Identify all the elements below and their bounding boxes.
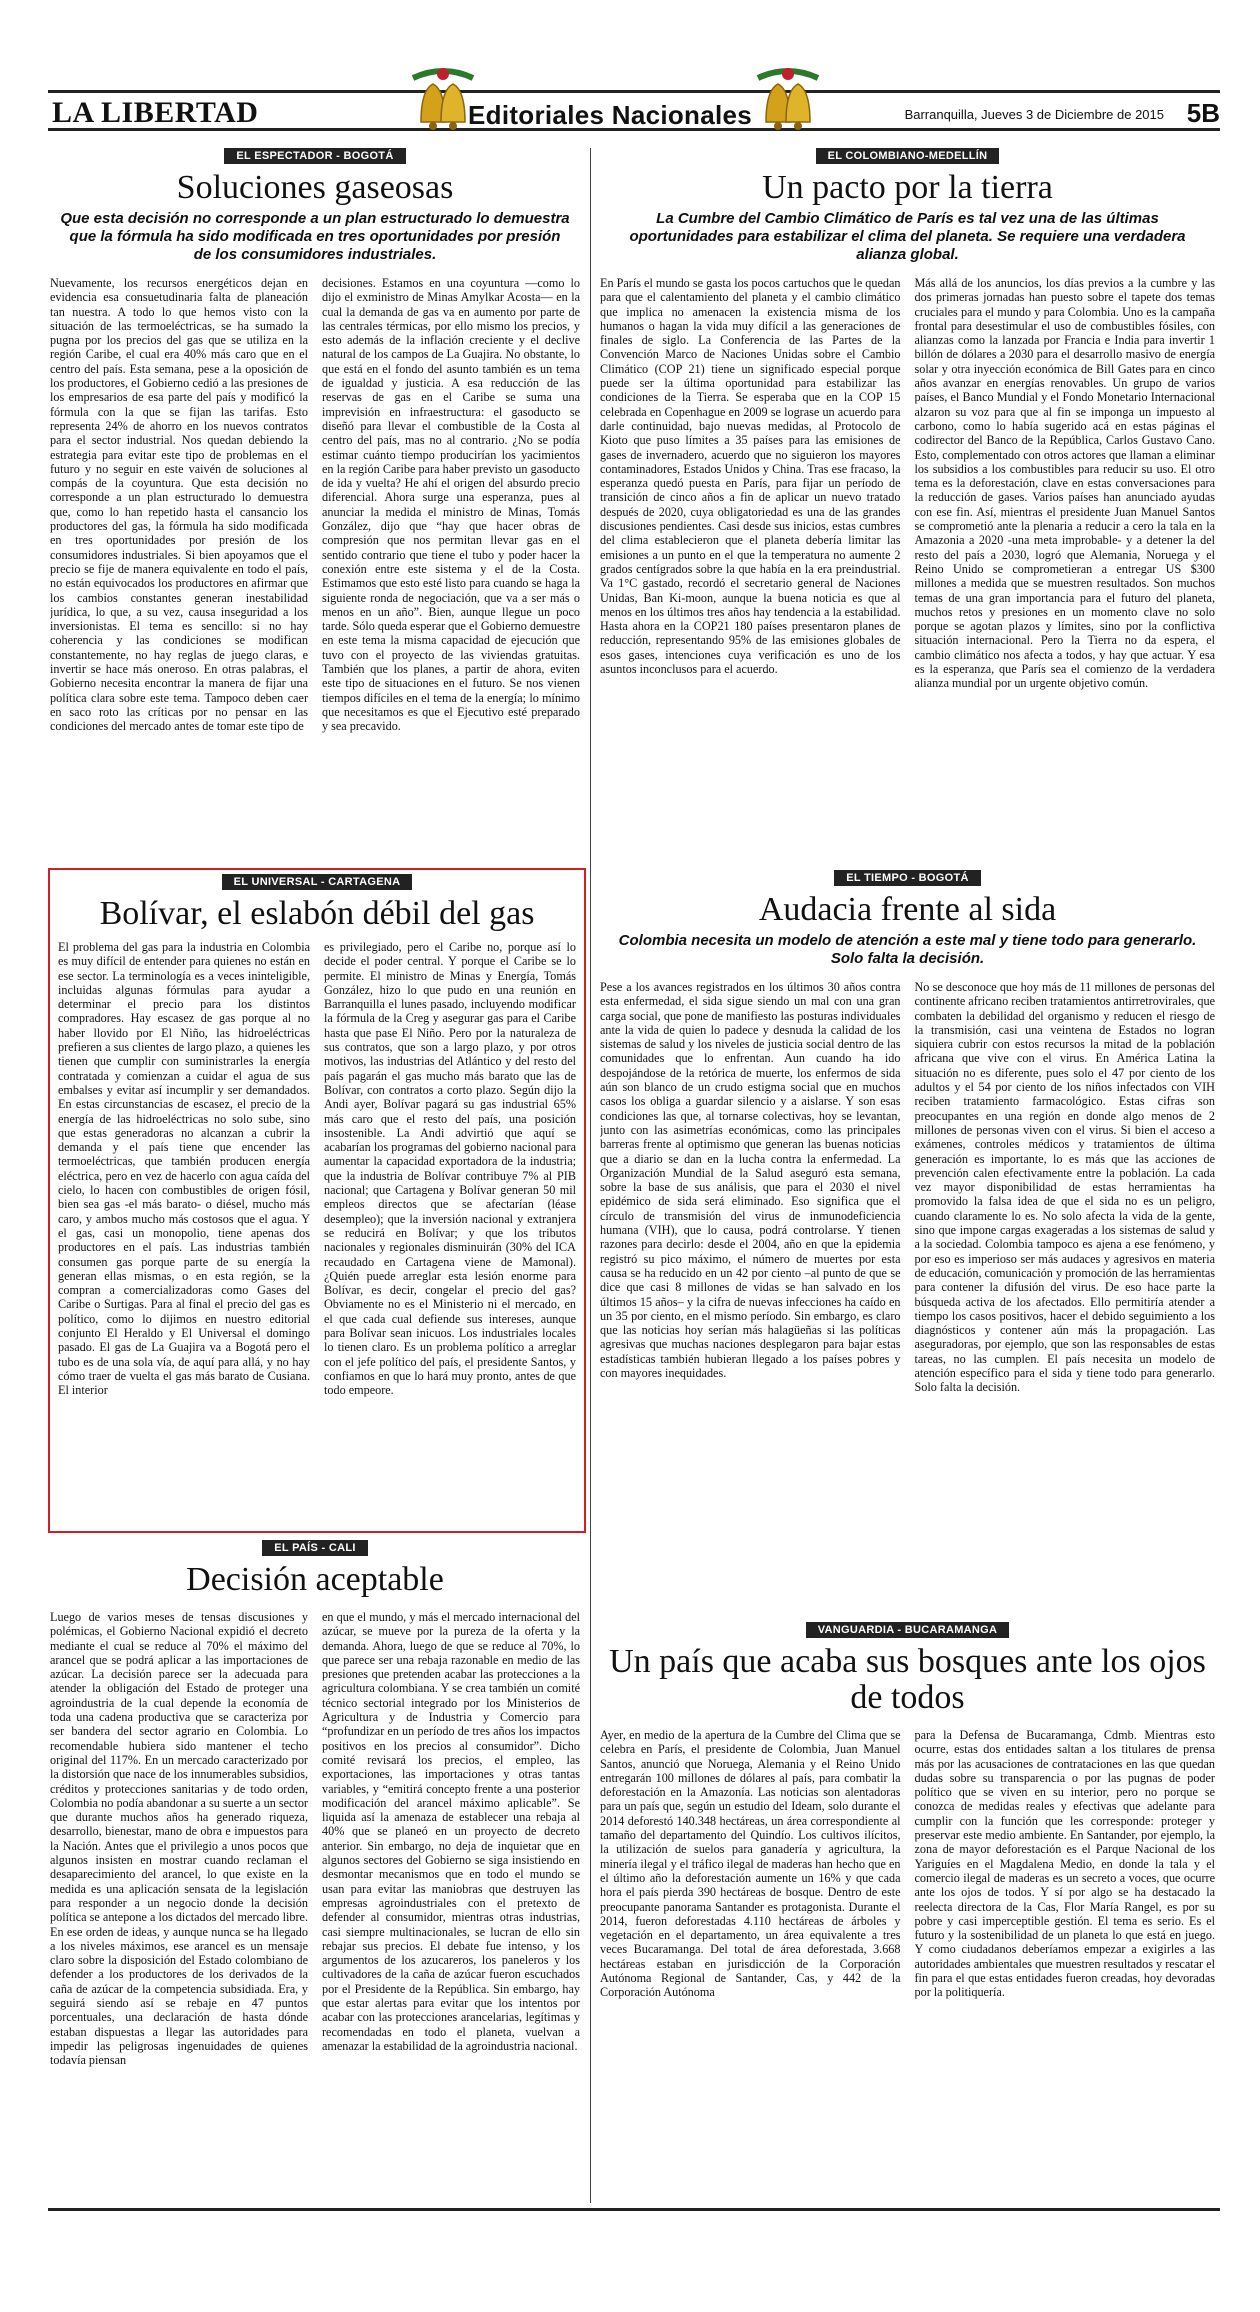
- article-body: [50, 276, 580, 856]
- newspaper-name: LA LIBERTAD: [52, 96, 259, 129]
- article-column: El problema del gas para la industria en Colombia es muy difícil de entender para quienes no están en ese sector. La terminología es a veces ininteligible, incluidas algunas fórmulas para ayudar a determinar el precio para los distintos compradores. Hay escasez de gas porque al no haber llovido por El Niño, las hidroeléctricas prefieren a sus clientes de largo plazo, a quienes les tienen que cumplir con suministrarles la energía contratada y comienzan a cuidar el agua de sus embalses y evitar así incumplir y ser demandados. En estas circunstancias de escasez, el precio de la energía de las hidroeléctricas no solo sube, sino que estas generadoras no alcanzan a cubrir la demanda y el país tiene que encender las termoeléctricas, que también producen energía eléctrica, pero en vez de hacerlo con agua caída del cielo, lo hacen con combustibles de origen fósil, bien sea gas -el más barato- o diésel, mucho más caro, y ambos mucho más costosos que el agua. Y el gas, casi un monopolio, tiene apenas dos productores en el país. Las industrias también consumen gas porque parte de su energía la generan ellas mismas, o en esta región, se la compran a comercializadoras como Gases del Caribe o Surtigas. Para al final el precio del gas es político, como lo dijimos en nuestro editorial conjunto El Heraldo y El Universal el domingo pasado. El gas de La Guajira va a Bogotá pero el tubo es de una sola vía, de aquí para allá, y no hay cómo traer de vuelta el gas más barato de Cusiana. El interior: [58, 940, 310, 1398]
- article-column: decisiones. Estamos en una coyuntura —como lo dijo el exministro de Minas Amylkar Acosta— en la cual la demanda de gas va en aumento por parte de las centrales térmicas, por ello mismo los precios, y esto además de la inflación creciente y el declive natural de los campos de La Guajira. No obstante, lo que está en el fondo del asunto también es un tema de igualdad y justicia. A esa reducción de las reservas de gas en el Caribe se suma una imprevisión en infraestructura: el gasoducto se diseñó para llevar el combustible de la Costa al centro del país, mas no al contrario. ¿No se podía estimar cuánto tiempo producirían los yacimientos en la región Caribe para haber previsto un gasoducto de ida y vuelta? He ahí el origen del absurdo precio diferencial. Ahora surge una esperanza, pues al anunciar la medida el ministro de Minas, Tomás González, dijo que “hay que hacer obras de compresión que nos permitan llevar gas en el sentido contrario que tiene el tubo y poder hacer la conexión entre este sistema y el de la Costa. Estimamos que esto esté listo para cuando se haga la siguiente ronda de negociación, que va a ser más o menos en un año”. Bien, aunque llegue un poco tarde. Sólo queda esperar que el Gobierno demuestre en este tema la misma capacidad de ejecución que tuvo con el proyecto de las viviendas gratuitas. También que los planes, a partir de ahora, eviten este tipo de situaciones en el futuro. Se nos vienen tiempos difíciles en el tema de la energía; lo mínimo que necesitamos es que el Ejecutivo esté preparado y sea precavido.: [322, 276, 580, 734]
- masthead-top-rule: [48, 90, 1220, 93]
- headline: Audacia frente al sida: [758, 891, 1057, 928]
- source-tag: EL UNIVERSAL - CARTAGENA: [222, 874, 413, 890]
- article-body: [600, 980, 1215, 1620]
- deck: Que esta decisión no corresponde a un plan estructurado lo demuestra que la fórmula ha sido modificada en tres oportunidades por presión de los consumidores industriales.: [60, 210, 570, 263]
- source-tag: VANGUARDIA - BUCARAMANGA: [806, 1622, 1010, 1638]
- editorial-vanguardia: [600, 1622, 1215, 2205]
- article-column: No se desconoce que hoy más de 11 millones de personas del continente africano reciben tratamientos antirretrovirales, que combaten la debilidad del organismo y reducen el riesgo de la transmisión, casi una veintena de Estados no logran siquiera cubrir con estos recursos la mitad de la población africana que vive con el virus. En América Latina la situación no es diferente, pues solo el 47 por ciento de los adultos y el 54 por ciento de los niños infectados con VIH reciben tratamiento farmacológico. Estas cifras son preocupantes en una región en donde algo menos de 2 millones de personas viven con el virus. Si bien el acceso a exámenes, controles médicos y tratamientos de última generación es importante, lo es más que las acciones de prevención calen efectivamente entre la población. La cada vez mayor disponibilidad de estas herramientas ha promovido la falsa idea de que el sida no es un peligro, cuando claramente lo es. No solo afecta la vida de la gente, sino que impone cargas exageradas a los sistemas de salud y a la sociedad. Colombia tampoco es ajena a ese fenómeno, y por eso es imperioso ser más audaces y agresivos en materia de educación, comunicación y promoción de las herramientas para contener la difusión del virus. De eso hace parte la búsqueda activa de los afectados. Ello permitiría atender a tiempo los casos positivos, hacer el debido seguimiento a los diagnósticos y contener aún más la propagación. Las aseguradoras, por ejemplo, que son las responsables de estas tareas, no las cumplen. El país necesita un modelo de atención específico para el sida y tiene todo para generarlo. Solo falta la decisión.: [914, 980, 1215, 1395]
- christmas-bells-icon: [748, 60, 828, 140]
- column-divider: [590, 148, 591, 2203]
- page-number: 5B: [1186, 98, 1220, 128]
- article-column: Ayer, en medio de la apertura de la Cumbre del Clima que se celebra en París, el presidente de Colombia, Juan Manuel Santos, anunció que Noruega, Alemania y el Reino Unido entregarán 100 millones de dólares al país, para combatir la deforestación en la Amazonía. Las noticias son alentadoras para un país que, según un estudio del Ideam, solo durante el 2014 deforestó 140.348 hectáreas, un área correspondiente al tamaño del departamento del Quindío. Los cultivos ilícitos, la utilización de suelos para ganadería y agricultura, la minería ilegal y el tráfico ilegal de maderas han hecho que en el último año la deforestación aumente un 16% y que cada hora el país pierda 390 hectáreas de bosque. Dentro de este preocupante panorama Santander es protagonista. Durante el 2014, fueron deforestadas 4.110 hectáreas de árboles y vegetación en el departamento, un área equivalente a tres veces Bucaramanga. Del total de área deforestada, 3.668 hectáreas estaban en jurisdicción de la Corporación Autónoma Regional de Santander, Cas, y 442 de la Corporación Autónoma: [600, 1728, 901, 2000]
- article-body: [50, 1610, 580, 2200]
- section-title: Editoriales Nacionales: [468, 100, 753, 130]
- article-column: Luego de varios meses de tensas discusiones y polémicas, el Gobierno Nacional expidió el decreto mediante el cual se reduce al 70% el máximo del arancel que se podrá aplicar a las importaciones de azúcar. La decisión parece ser la adecuada para atender la obligación del Estado de proteger una agroindustria de la cual depende la economía de toda una cadena productiva que se caracteriza por ser bandera del sector agrario en Colombia. Lo recomendable hubiera sido mantener el techo original del 117%. En un mercado caracterizado por la distorsión que nace de los innumerables subsidios, créditos y protecciones sanitarias y de todo orden, Colombia no podía abandonar a su suerte a un sector que durante muchos años ha generado riqueza, desarrollo, bienestar, mano de obra e impuestos para la Nación. Antes que el privilegio a unos pocos que algunos insisten en mostrar cuando reclaman el desaparecimiento del arancel, lo que existe en la medida es una aplicación sensata de la legislación para responder a un negocio donde la decisión política se antepone a los dictados del mercado libre. En ese orden de ideas, y aunque nunca se ha llegado a los niveles máximos, ese arancel es un mensaje claro sobre la disposición del Estado colombiano de defender a los productores de los derivados de la caña de azúcar de la competencia subsidiada. Era, y seguirá siendo así se rebaje en 47 puntos porcentuales, una declaración de hasta dónde estaban dispuestas a llegar las autoridades para impedir las peligrosas ingenuidades de quienes todavía piensan: [50, 1610, 308, 2068]
- editorial-colombiano: [600, 148, 1215, 863]
- article-body: [600, 1728, 1215, 2198]
- article-column: Nuevamente, los recursos energéticos dejan en evidencia esa consuetudinaria falta de planeación tan nuestra. A todo lo que hemos visto con la situación de las termoeléctricas, se ha sumado la pugna por los precios del gas que se utiliza en la región Caribe, el cual era 40% más caro que en el centro del país. Esta semana, pese a la oposición de los productores, el Gobierno cedió a las presiones de los empresarios de esa parte del país y modificó la fórmula con la que se fijan las tarifas. Esto representa 24% de ahorro en los nuevos contratos para el sector industrial. Nos quedan debiendo la estrategia para evitar este tipo de problemas en el futuro y no seguir en este vaivén de soluciones al compás de la coyuntura. Que esta decisión no corresponde a un plan estructurado lo demuestra que, como lo han repetido hasta el cansancio los productores del gas, la fórmula ha sido modificada en tres oportunidades por presión de los consumidores industriales. Si bien apoyamos que el precio se fije de manera equivalente en todo el país, no están equivocados los productores en afirmar que los cambios constantes generan inestabilidad jurídica, lo que, a su vez, causa inseguridad a los inversionistas. El tema es sencillo: si no hay coherencia y las condiciones se modifican constantemente, no hay reglas de juego claras, e invertir se hace más oneroso. En otras palabras, el Gobierno necesita encontrar la manera de fijar una política clara sobre este tema. Tampoco deben caer en saco roto las críticas por no pensar en las condiciones del mercado antes de tomar este tipo de: [50, 276, 308, 734]
- article-body: [600, 276, 1215, 876]
- article-column: para la Defensa de Bucaramanga, Cdmb. Mientras esto ocurre, estas dos entidades saltan a los titulares de prensa más por las acusaciones de contrataciones en las que quedan dudas sobre su transparencia o por las pugnas de poder político que se viven en su interior, pero no porque se conozca de medidas reales y efectivas que adelante para cumplir con la función que les corresponde: proteger y preservar este medio ambiente. En Santander, por ejemplo, la zona de mayor deforestación es el Parque Nacional de los Yariguíes en el Magdalena Medio, en donde la tala y el comercio ilegal de maderas es un secreto a voces, que ocurre ante los ojos de todos. Y sí por algo se ha destacado la reelecta directora de la Cas, Flor María Rangel, es por su pobre y casi imperceptible gestión. El tema es serio. Es el futuro y la sostenibilidad de un planeta lo que está en juego. Y como ciudadanos deberíamos empezar a exigirles a las autoridades ambientales que muestren resultados y rescatar el fin para el que estas entidades fueron creadas, hoy devoradas por la politiquería.: [914, 1728, 1215, 2000]
- masthead: [48, 80, 1220, 140]
- source-tag: EL TIEMPO - BOGOTÁ: [834, 870, 981, 886]
- source-tag: EL COLOMBIANO-MEDELLÍN: [816, 148, 1000, 164]
- editorial-tiempo: [600, 870, 1215, 1615]
- dateline: Barranquilla, Jueves 3 de Diciembre de 2015: [904, 107, 1164, 122]
- headline: Decisión aceptable: [186, 1561, 444, 1598]
- editorial-universal: [48, 868, 586, 1533]
- headline: Bolívar, el eslabón débil del gas: [99, 895, 535, 932]
- page-bottom-rule: [48, 2208, 1220, 2211]
- article-column: Más allá de los anuncios, los días previos a la cumbre y las dos primeras jornadas han puesto sobre el tapete dos temas cruciales para el mundo y para Colombia. Uno es la campaña frontal para desestimular el uso de combustibles fósiles, con alianzas como la lanzada por Francia e India para invertir 1 billón de dólares a 2030 para el desarrollo masivo de energía solar y otra inyección económica de Bill Gates para en cinco años avanzar en energías renovables. Un grupo de varios países, el Banco Mundial y el Fondo Monetario Internacional alzaron su voz para que al fin se imponga un impuesto al carbono, como lo había sugerido acá en estas páginas el codirector del Banco de la República, Carlos Gustavo Cano. Esto, complementado con otros actores que llaman a eliminar los subsidios a los combustibles para reducir su uso. El otro tema es la deforestación, clave en estas conversaciones para la reducción de gases. Varios países han anunciado ayudas con ese fin. Así, mientras el presidente Juan Manuel Santos se comprometió ante la plenaria a reducir a cero la tala en la Amazonia a 2020 -una meta improbable- y a detener la del resto del país a 2030, logró que Alemania, Noruega y el Reino Unido se comprometieran a entregar US $300 millones a medida que se muestren resultados. Son muchos temas de una gran importancia para el futuro del planeta, muchos retos y presiones en un momento clave no solo porque se agotan plazos y límites, sino por la conflictiva situación internacional. Pero la Tierra no da espera, el cambio climático nos afecta a todos, y hay que actuar. Y esa es la esperanza, que París sea el comienzo de la verdadera alianza mundial por un urgente objetivo común.: [914, 276, 1215, 691]
- headline: Un país que acaba sus bosques ante los ojos de todos: [609, 1643, 1206, 1716]
- article-column: Pese a los avances registrados en los últimos 30 años contra esta enfermedad, el sida sigue siendo un mal con una gran carga social, que pone de manifiesto las posturas individuales ante la vida de quien lo padece y desnuda la calidad de los sistemas de salud y los niveles de justicia social dentro de las comunidades que lo enfrentan. Aun cuando ha ido despojándose de la retórica de muerte, los enfermos de sida aún son blanco de un crudo estigma social que en muchos casos los obliga a guardar silencio y a aislarse. Y son esas condiciones las que, al tornarse colectivas, hoy se levantan, junto con las asimetrías económicas, como las principales barreras frente al optimismo que generan las buenas noticias que a diario se dan en la lucha contra la enfermedad. La Organización Mundial de la Salud aseguró esta semana, sobre la base de sus análisis, que para el 2030 el nivel epidémico de sida será eliminado. Eso significa que el círculo de transmisión del virus de inmunodeficiencia humana (VIH), que lo causa, podrá controlarse. Y tienen razones para decirlo: desde el 2004, año en que la epidemia registró su pico máximo, el número de muertes por esta causa se ha reducido en un 42 por ciento –al punto de que se dice que casi 8 millones de vidas se han salvado en los últimos 15 años– y la cifra de nuevas infecciones ha caído en un 35 por ciento, en el mismo período. Sin embargo, es claro que las noticias hoy serían más halagüeñas si las políticas agresivas que muchas naciones desplegaron para bajar estas estadísticas también hubieran llegado a los países pobres y con mayores inequidades.: [600, 980, 901, 1381]
- source-tag: EL ESPECTADOR - BOGOTÁ: [224, 148, 405, 164]
- article-column: en que el mundo, y más el mercado internacional del azúcar, se mueve por la pureza de la oferta y la demanda. Ahora, luego de que se reduce al 70%, lo que parece ser una rebaja razonable en medio de las presiones que pretenden acabar las protecciones a la agricultura colombiana. Y se crea también un comité técnico sectorial integrado por los Ministerios de Agricultura y de Industria y Comercio para “profundizar en un período de tres años los impactos positivos en los precios al consumidor”. Dicho comité revisará los precios, el empleo, las exportaciones, las importaciones y otras tantas variables, y “emitirá concepto frente a una posterior modificación del arancel máximo aplicable”. Se liquida así la amenaza de establecer una rebaja al 40% que se planeó en un proyecto de decreto anterior. Sin embargo, no deja de inquietar que en algunos sectores del Gobierno se siga insistiendo en desmontar mecanismos que en todo el mundo se usan para evitar las maniobras que destruyen las empresas agroindustriales con el pretexto de defender al consumidor, mientras otras industrias, casi siempre multinacionales, se lucran de ello sin rebajar sus precios. El debate fue intenso, y los argumentos de los azucareros, los paneleros y los cultivadores de la caña de azúcar fueron escuchados por el Presidente de la República. Sin embargo, hay que estar alertas para evitar que los intentos por acabar con las protecciones arancelarias, legítimas y recomendadas en todo el planeta, vuelvan a amenazar la estabilidad de la agroindustria nacional.: [322, 1610, 580, 2053]
- deck: La Cumbre del Cambio Climático de París es tal vez una de las últimas oportunidades para estabilizar el clima del planeta. Se requiere una verdadera alianza global.: [629, 210, 1186, 263]
- editorial-espectador: [50, 148, 580, 863]
- article-column: En París el mundo se gasta los pocos cartuchos que le quedan para que el calentamiento del planeta y el cambio climático que implica no amenacen la existencia misma de los humanos o hagan la vida muy difícil a las generaciones de finales de siglo. La Conferencia de las Partes de la Convención Marco de Naciones Unidas sobre el Cambio Climático (COP 21) tiene un significado especial porque puede ser la última oportunidad para estabilizar las condiciones de la Tierra. Se esperaba que en la COP 15 celebrada en Copenhague en 2009 se lograse un acuerdo para darle continuidad, bajo nuevas medidas, al Protocolo de Kioto que puso límites a 35 países para las emisiones de gases de invernadero, acuerdo que no siguieron los mayores contaminadores, Estados Unidos y China. Tras ese fracaso, la esperanza quedó puesta en París, para fijar un período de transición de cinco años a fin de aplicar un nuevo tratado después de 2020, cuya obligatoriedad es una de las grandes discusiones pendientes. Casi desde sus inicios, estas cumbres del clima establecieron que el planeta debería limitar las emisiones a un punto en el que la temperatura no aumente 2 grados centígrados sobre la que había en la era preindustrial. Va 1°C gastado, recordó el secretario general de Naciones Unidas, Ban Ki-moon, aunque la buena noticia es que al menos en los últimos tres años hay tendencia a la estabilidad. Hasta ahora en la COP21 180 países presentaron planes de reducción, representando 95% de las emisiones globales de esos gases, intenciones cuya verificación es uno de los asuntos inconclusos para el acuerdo.: [600, 276, 901, 677]
- article-body: [58, 940, 576, 1510]
- headline: Soluciones gaseosas: [176, 169, 454, 206]
- article-column: es privilegiado, pero el Caribe no, porque así lo decide el poder central. Y porque el Caribe se lo permite. El ministro de Minas y Energía, Tomás González, hizo lo que pudo en una reunión en Barranquilla el lunes pasado, incluyendo modificar la fórmula de la Creg y asegurar gas para el Caribe hasta que pase El Niño. Pero por la naturaleza de sus contratos, que son a largo plazo, y por otros motivos, las industrias del Atlántico y del resto del país pagarán el gas mucho más barato que las de Bolívar, con contratos a corto plazo. Según dijo la Andi ayer, Bolívar pagará su gas industrial 65% más caro que el resto del país, una posición insostenible. La Andi advirtió que aquí se acabarían los programas del gobierno nacional para aumentar la capacidad exportadora de la industria; que la industria de Bolívar contribuye 7% al PIB nacional; que Cartagena y Bolívar generan 50 mil empleos directos que se afectarían (léase desempleo); que la inversión nacional y extranjera se reducirá en Bolívar; y que los tributos nacionales y regionales disminuirán (30% del ICA recaudado en Cartagena viene de Mamonal). ¿Quién puede arreglar esta lesión enorme para Bolívar, es decir, congelar el precio del gas? Obviamente no es el Ministerio ni el mercado, en el que cada cual defiende sus intereses, aunque para Bolívar sean inicuos. Los industriales locales lo tienen claro. Es un problema político a arreglar con el jefe político del país, el presidente Santos, y confiamos en que lo hará muy pronto, antes de que todo empeore.: [324, 940, 576, 1398]
- headline: Un pacto por la tierra: [762, 169, 1053, 206]
- source-tag: EL PAÍS - CALI: [262, 1540, 367, 1556]
- deck: Colombia necesita un modelo de atención a este mal y tiene todo para generarlo. Solo falta la decisión.: [618, 932, 1197, 967]
- editorial-pais: [50, 1540, 580, 2205]
